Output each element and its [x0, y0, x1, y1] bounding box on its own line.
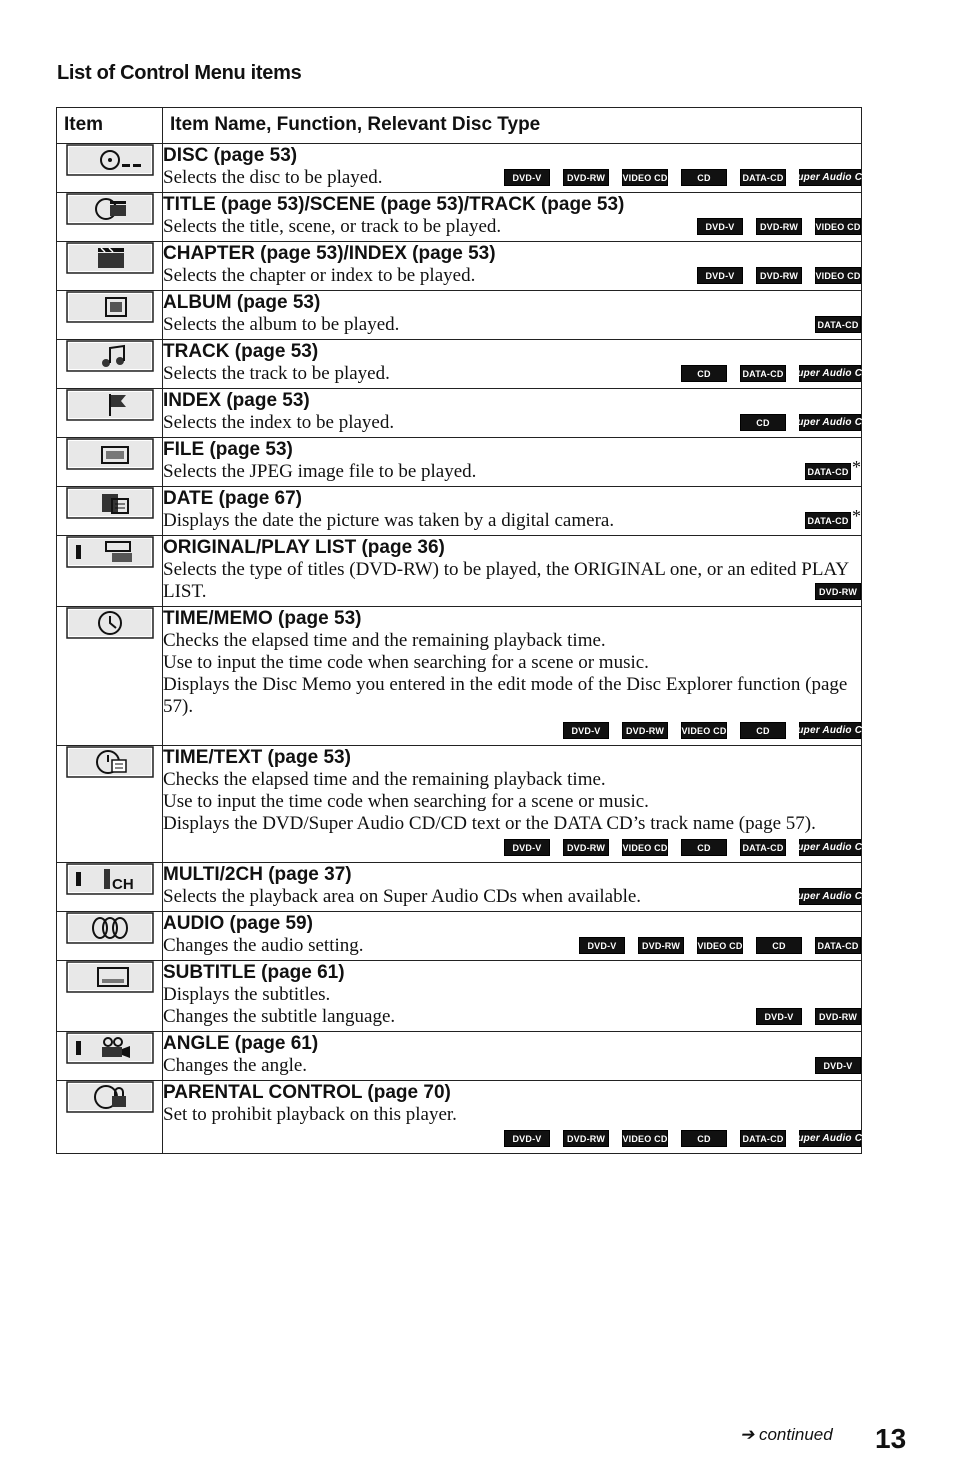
disc-badge-video-cd: VIDEO CD: [815, 218, 861, 235]
album-icon: [66, 291, 154, 323]
item-icon-cell: [57, 389, 163, 438]
disc-badge-dvd-v: DVD-V: [504, 1130, 550, 1147]
item-icon-cell: [57, 487, 163, 536]
table-row: [57, 912, 862, 961]
disc-badge-dvd-rw: DVD-RW: [563, 1130, 609, 1147]
item-function: Selects the JPEG image file to be played.: [163, 461, 477, 482]
item-details-cell: [163, 340, 870, 389]
angle-camera-icon: [66, 1032, 154, 1064]
table-row: [57, 389, 862, 438]
table-row: [57, 536, 862, 607]
item-function: Changes the audio setting.: [163, 935, 364, 956]
parental-lock-icon: [66, 1081, 154, 1113]
item-icon-cell: [57, 291, 163, 340]
item-name: FILE (page 53): [163, 439, 293, 460]
item-details-cell: [163, 242, 862, 291]
footnote-marker: *: [852, 506, 861, 526]
item-name: SUBTITLE (page 61): [163, 962, 345, 983]
time-text-icon: [66, 746, 154, 778]
item-details-cell: [163, 438, 862, 487]
footnote-marker: *: [852, 457, 861, 477]
item-details-cell: [163, 912, 862, 961]
item-function: Set to prohibit playback on this player.: [163, 1104, 457, 1125]
disc-type-badges: [163, 722, 870, 745]
item-details-cell: [163, 389, 870, 438]
disc-badge-dvd-v: DVD-V: [504, 839, 550, 856]
time-memo-icon: [66, 607, 154, 639]
item-icon-cell: [57, 144, 163, 193]
table-row: [57, 340, 862, 389]
item-name: INDEX (page 53): [163, 390, 310, 411]
disc-badge-cd: CD: [681, 839, 727, 856]
disc-badge-dvd-rw: DVD-RW: [563, 169, 609, 186]
item-name: DISC (page 53): [163, 145, 298, 166]
item-icon-cell: [57, 1081, 163, 1154]
item-name: CHAPTER (page 53)/INDEX (page 53): [163, 243, 496, 264]
item-details-cell: [163, 144, 870, 193]
disc-badge-dvd-rw: DVD-RW: [638, 937, 684, 954]
title-scene-track-icon: [66, 193, 154, 225]
item-function: Displays the date the picture was taken by a digital camera.: [163, 510, 615, 531]
table-row: [57, 193, 862, 242]
disc-icon: [66, 144, 154, 176]
disc-badge-super-audio-cd: Super Audio CD: [799, 365, 861, 382]
disc-badge-super-audio-cd: Super Audio CD: [799, 839, 861, 856]
item-icon-cell: [57, 340, 163, 389]
disc-badge-dvd-rw: DVD-RW: [756, 218, 802, 235]
item-details-cell: [163, 291, 862, 340]
item-function: Selects the track to be played.: [163, 363, 390, 384]
table-row: [57, 487, 862, 536]
item-icon-cell: [57, 438, 163, 487]
table-row: [57, 291, 862, 340]
disc-badge-data-cd: DATA-CD: [815, 937, 861, 954]
disc-badge-data-cd: DATA-CD: [740, 169, 786, 186]
item-name: TIME/TEXT (page 53): [163, 747, 351, 768]
disc-badge-super-audio-cd: Super Audio CD: [799, 1130, 861, 1147]
table-row: [57, 144, 862, 193]
item-name: AUDIO (page 59): [163, 913, 313, 934]
flag-icon: [66, 389, 154, 421]
item-name: TITLE (page 53)/SCENE (page 53)/TRACK (page 53): [163, 194, 625, 215]
item-details-cell: [163, 193, 862, 242]
disc-badge-dvd-v: DVD-V: [756, 1008, 802, 1025]
disc-badge-cd: CD: [740, 414, 786, 431]
disc-type-badges: [163, 1130, 870, 1153]
table-row: [57, 1032, 862, 1081]
item-function: Selects the playback area on Super Audio CDs when available.: [163, 886, 642, 907]
item-details-cell: [163, 746, 870, 863]
disc-badge-dvd-v: DVD-V: [579, 937, 625, 954]
disc-badge-data-cd: DATA-CD: [740, 1130, 786, 1147]
disc-badge-data-cd: DATA-CD: [805, 512, 851, 529]
item-function: Selects the chapter or index to be played.: [163, 265, 476, 286]
item-function: Selects the type of titles (DVD-RW) to be played, the ORIGINAL one, or an edited PLAY LIST.: [163, 559, 849, 602]
item-function: Selects the album to be played.: [163, 314, 400, 335]
control-menu-table: [56, 107, 870, 1154]
table-row: [57, 607, 862, 746]
table-row: [57, 242, 862, 291]
disc-badge-cd: CD: [681, 169, 727, 186]
disc-badge-video-cd: VIDEO CD: [622, 839, 668, 856]
disc-type-badges: [163, 583, 861, 606]
disc-badge-video-cd: VIDEO CD: [622, 169, 668, 186]
table-row: [57, 438, 862, 487]
disc-badge-video-cd: VIDEO CD: [622, 1130, 668, 1147]
music-note-icon: [66, 340, 154, 372]
item-function: Checks the elapsed time and the remaining playback time. Use to input the time code when searching for a scene or music. Displays the Disc Memo you entered in the edit mode of the Disc Explorer function (page 57).: [163, 630, 848, 717]
item-name: TIME/MEMO (page 53): [163, 608, 362, 629]
disc-badge-video-cd: VIDEO CD: [697, 937, 743, 954]
table-row: [57, 961, 862, 1032]
disc-badge-dvd-v: DVD-V: [697, 218, 743, 235]
clapperboard-icon: [66, 242, 154, 274]
section-heading: List of Control Menu items: [57, 62, 302, 84]
svg-text:CH: CH: [111, 876, 134, 893]
calendar-icon: [66, 487, 154, 519]
disc-badge-cd: CD: [681, 365, 727, 382]
table-row: [57, 1081, 862, 1154]
item-icon-cell: [57, 607, 163, 746]
multi-2ch-icon: [66, 863, 154, 895]
item-details-cell: [163, 961, 862, 1032]
item-function: Selects the disc to be played.: [163, 167, 383, 188]
column-header-item: Item: [57, 108, 163, 144]
disc-badge-data-cd: DATA-CD: [815, 316, 861, 333]
item-name: PARENTAL CONTROL (page 70): [163, 1082, 451, 1103]
disc-badge-dvd-v: DVD-V: [504, 169, 550, 186]
item-icon-cell: [57, 536, 163, 607]
continued-note: ➔ continued: [740, 1425, 833, 1444]
disc-badge-dvd-v: DVD-V: [815, 1057, 861, 1074]
item-name: DATE (page 67): [163, 488, 303, 509]
disc-badge-video-cd: VIDEO CD: [681, 722, 727, 739]
disc-badge-video-cd: VIDEO CD: [815, 267, 861, 284]
item-name: ALBUM (page 53): [163, 292, 321, 313]
disc-badge-data-cd: DATA-CD: [740, 365, 786, 382]
item-icon-cell: [57, 912, 163, 961]
disc-badge-cd: CD: [740, 722, 786, 739]
item-icon-cell: [57, 961, 163, 1032]
disc-badge-dvd-rw: DVD-RW: [563, 839, 609, 856]
disc-badge-super-audio-cd: Super Audio CD: [799, 888, 861, 905]
disc-badge-cd: CD: [681, 1130, 727, 1147]
item-name: ANGLE (page 61): [163, 1033, 319, 1054]
disc-badge-data-cd: DATA-CD: [805, 463, 851, 480]
disc-badge-super-audio-cd: Super Audio CD: [799, 414, 861, 431]
audio-icon: [66, 912, 154, 944]
disc-badge-data-cd: DATA-CD: [740, 839, 786, 856]
disc-badge-dvd-rw: DVD-RW: [815, 1008, 861, 1025]
item-details-cell: [163, 607, 870, 746]
item-function: Selects the title, scene, or track to be played.: [163, 216, 502, 237]
item-name: TRACK (page 53): [163, 341, 319, 362]
item-details-cell: [163, 863, 870, 912]
disc-type-badges: [163, 839, 870, 862]
disc-badge-dvd-rw: DVD-RW: [815, 583, 861, 600]
disc-badge-cd: CD: [756, 937, 802, 954]
item-function: Selects the index to be played.: [163, 412, 395, 433]
item-function: Checks the elapsed time and the remaining playback time. Use to input the time code when searching for a scene or music. Displays the DVD/Super Audio CD/CD text or the DATA CD’s track name (page 57).: [163, 769, 816, 834]
item-function: Displays the subtitles. Changes the subtitle language.: [163, 984, 396, 1027]
item-icon-cell: [57, 863, 163, 912]
item-icon-cell: [57, 746, 163, 863]
item-name: MULTI/2CH (page 37): [163, 864, 352, 885]
table-row: [57, 863, 862, 912]
item-details-cell: [163, 536, 862, 607]
subtitle-icon: [66, 961, 154, 993]
item-icon-cell: [57, 193, 163, 242]
item-icon-cell: [57, 242, 163, 291]
page-number: 13: [875, 1423, 907, 1454]
item-function: Changes the angle.: [163, 1055, 308, 1076]
item-details-cell: [163, 1081, 870, 1154]
disc-badge-dvd-v: DVD-V: [563, 722, 609, 739]
disc-badge-dvd-v: DVD-V: [697, 267, 743, 284]
item-details-cell: [163, 487, 862, 536]
item-icon-cell: [57, 1032, 163, 1081]
table-header-row: [57, 108, 862, 144]
column-header-details: Item Name, Function, Relevant Disc Type: [163, 108, 862, 144]
disc-badge-super-audio-cd: Super Audio CD: [799, 169, 861, 186]
item-details-cell: [163, 1032, 862, 1081]
image-file-icon: [66, 438, 154, 470]
item-name: ORIGINAL/PLAY LIST (page 36): [163, 537, 445, 558]
disc-badge-super-audio-cd: Super Audio CD: [799, 722, 861, 739]
disc-badge-dvd-rw: DVD-RW: [756, 267, 802, 284]
table-row: [57, 746, 862, 863]
disc-badge-dvd-rw: DVD-RW: [622, 722, 668, 739]
play-list-icon: [66, 536, 154, 568]
